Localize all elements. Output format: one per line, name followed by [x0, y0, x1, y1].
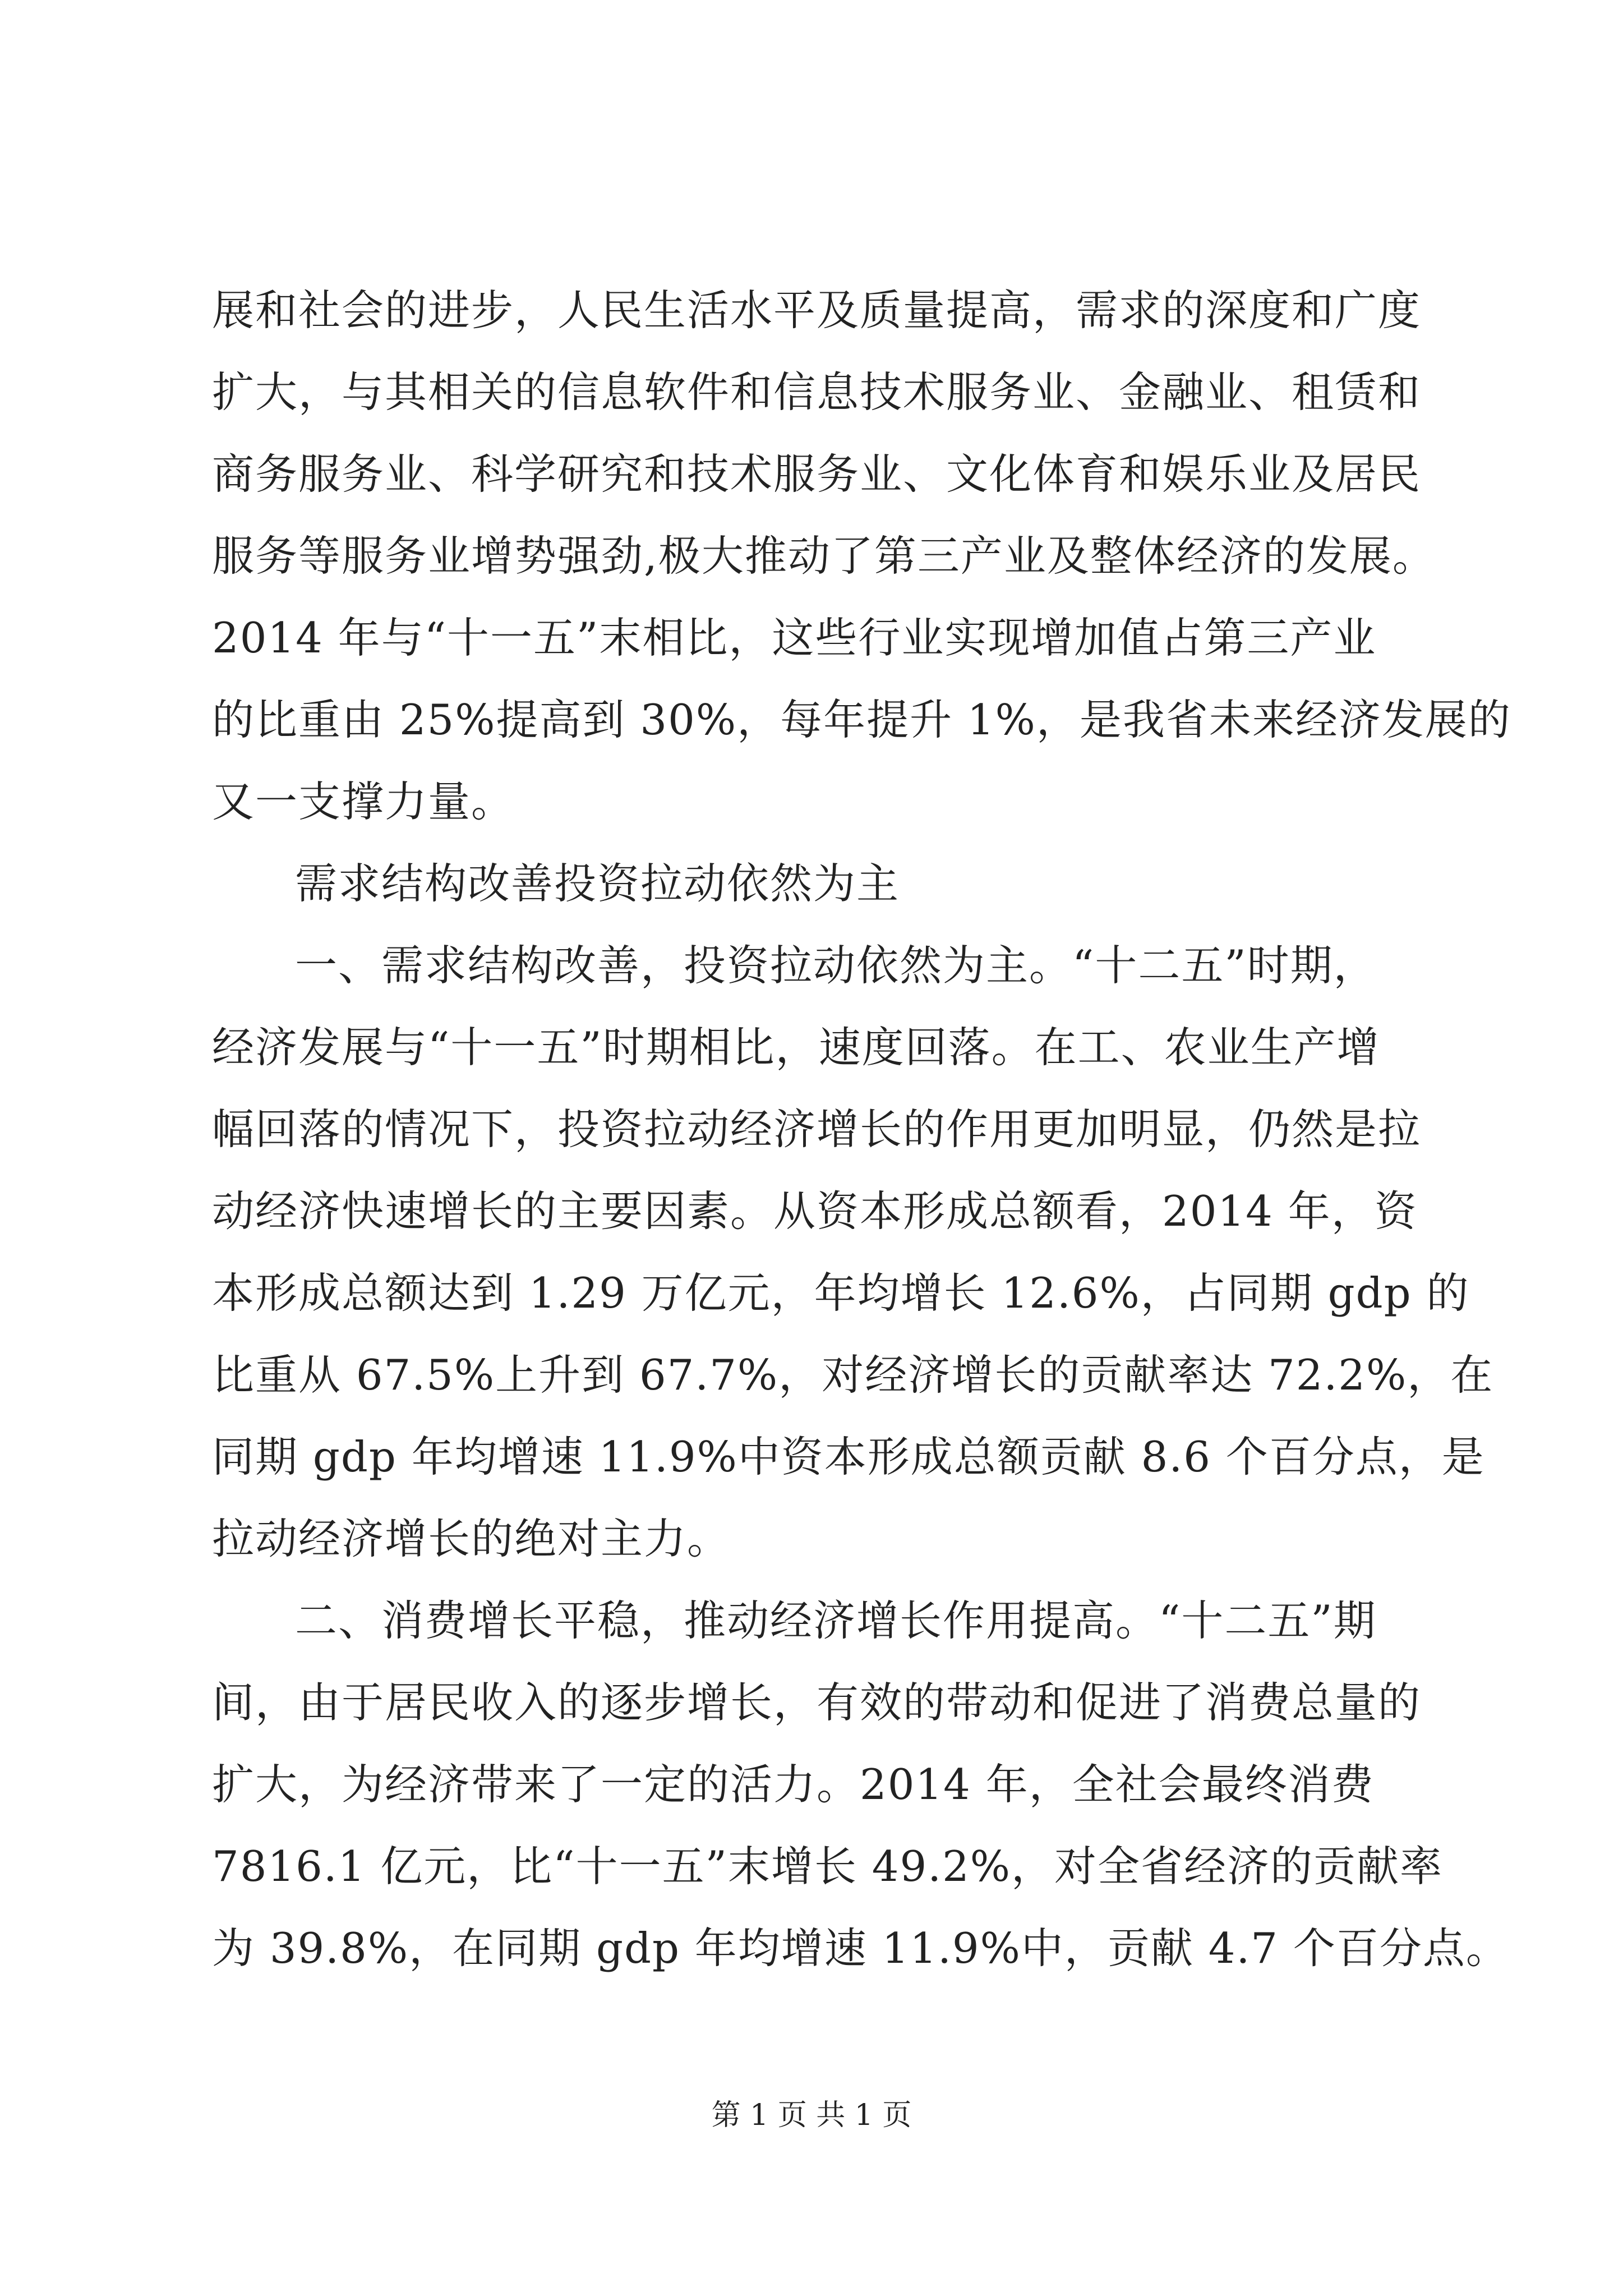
- paragraph-first-line: 一、需求结构改善，投资拉动依然为主。“十二五”时期，: [295, 941, 1377, 990]
- paragraph-first-line: 二、消费增长平稳，推动经济增长作用提高。“十二五”期: [295, 1596, 1377, 1645]
- text-line: 拉动经济增长的绝对主力。: [212, 1514, 731, 1563]
- text-line: 商务服务业、科学研究和技术服务业、文化体育和娱乐业及居民: [212, 449, 1422, 499]
- section-heading: 需求结构改善投资拉动依然为主: [295, 859, 900, 908]
- text-line: 幅回落的情况下，投资拉动经济增长的作用更加明显，仍然是拉: [212, 1105, 1422, 1154]
- text-line: 的比重由 25%提高到 30%，每年提升 1%，是我省未来经济发展的: [212, 695, 1511, 744]
- text-line: 又一支撑力量。: [212, 777, 515, 826]
- page-footer: [0, 2096, 1623, 2135]
- text-line: 比重从 67.5%上升到 67.7%，对经济增长的贡献率达 72.2%，在: [212, 1350, 1494, 1400]
- text-line: 扩大，与其相关的信息软件和信息技术服务业、金融业、租赁和: [212, 367, 1422, 417]
- text-line: 动经济快速增长的主要因素。从资本形成总额看，2014 年，资: [212, 1186, 1418, 1236]
- text-line: 2014 年与“十一五”末相比，这些行业实现增加值占第三产业: [212, 613, 1377, 662]
- text-line: 经济发展与“十一五”时期相比，速度回落。在工、农业生产增: [212, 1023, 1380, 1072]
- text-line: 间，由于居民收入的逐步增长，有效的带动和促进了消费总量的: [212, 1678, 1422, 1727]
- text-line: 展和社会的进步，人民生活水平及质量提高，需求的深度和广度: [212, 286, 1422, 335]
- text-line: 本形成总额达到 1.29 万亿元，年均增长 12.6%，占同期 gdp 的: [212, 1268, 1470, 1318]
- text-line: 同期 gdp 年均增速 11.9%中资本形成总额贡献 8.6 个百分点，是: [212, 1432, 1485, 1481]
- text-line: 扩大，为经济带来了一定的活力。2014 年，全社会最终消费: [212, 1760, 1375, 1809]
- text-line: 为 39.8%，在同期 gdp 年均增速 11.9%中，贡献 4.7 个百分点。: [212, 1924, 1509, 1973]
- text-line: 7816.1 亿元，比“十一五”末增长 49.2%，对全省经济的贡献率: [212, 1842, 1444, 1891]
- page-number-label: 第 1 页 共 1 页: [711, 2099, 912, 2132]
- text-line: 服务等服务业增势强劲,极大推动了第三产业及整体经济的发展。: [212, 531, 1436, 581]
- document-body: [212, 269, 1511, 1989]
